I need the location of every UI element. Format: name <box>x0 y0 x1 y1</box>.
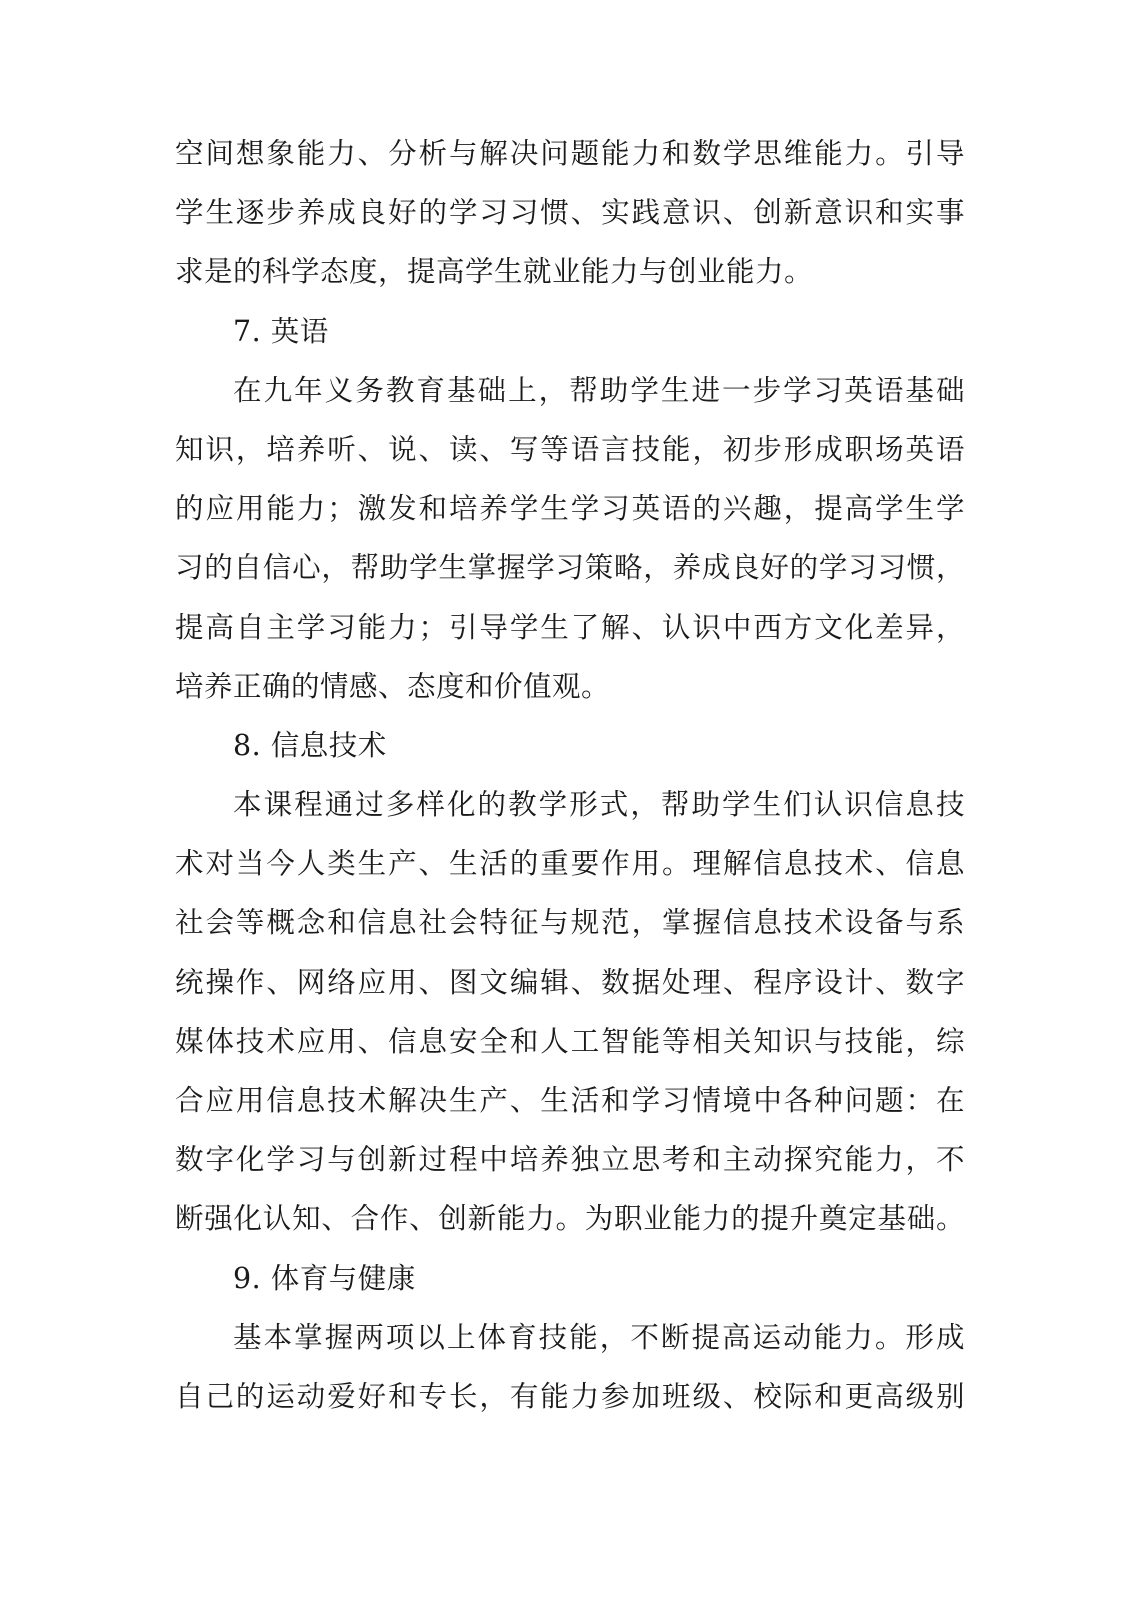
body-text-line: 在九年义务教育基础上，帮助学生进一步学习英语基础 <box>233 373 965 407</box>
body-text-line: 社会等概念和信息社会特征与规范，掌握信息技术设备与系 <box>175 906 965 940</box>
body-text-line: 术对当今人类生产、生活的重要作用。理解信息技术、信息 <box>175 847 965 881</box>
body-text-line: 提高自主学习能力；引导学生了解、认识中西方文化差异， <box>175 610 965 644</box>
section-heading-information-technology: 8. 信息技术 <box>233 728 387 762</box>
section-heading-english: 7. 英语 <box>233 314 329 348</box>
body-text-line: 习的自信心，帮助学生掌握学习策略，养成良好的学习习惯， <box>175 551 965 585</box>
document-page <box>175 124 965 1426</box>
body-text-line: 媒体技术应用、信息安全和人工智能等相关知识与技能，综 <box>175 1024 965 1058</box>
section-heading-pe-health: 9. 体育与健康 <box>233 1261 416 1295</box>
body-text-line: 学生逐步养成良好的学习习惯、实践意识、创新意识和实事 <box>175 196 965 230</box>
body-text-line: 断强化认知、合作、创新能力。为职业能力的提升奠定基础。 <box>175 1202 965 1236</box>
body-text-line: 培养正确的情感、态度和价值观。 <box>175 669 611 703</box>
body-text-line: 自己的运动爱好和专长，有能力参加班级、校际和更高级别 <box>175 1379 965 1413</box>
body-text-line: 的应用能力；激发和培养学生学习英语的兴趣，提高学生学 <box>175 492 965 526</box>
body-text-line: 本课程通过多样化的教学形式，帮助学生们认识信息技 <box>233 788 965 822</box>
body-text-line: 知识，培养听、说、读、写等语言技能，初步形成职场英语 <box>175 432 965 466</box>
body-text-line: 合应用信息技术解决生产、生活和学习情境中各种问题：在 <box>175 1084 965 1117</box>
body-text-line: 基本掌握两项以上体育技能，不断提高运动能力。形成 <box>233 1320 965 1354</box>
body-text-line: 空间想象能力、分析与解决问题能力和数学思维能力。引导 <box>175 137 965 170</box>
body-text-line: 数字化学习与创新过程中培养独立思考和主动探究能力，不 <box>175 1143 965 1177</box>
body-text-line: 求是的科学态度，提高学生就业能力与创业能力。 <box>175 255 814 289</box>
body-text-line: 统操作、网络应用、图文编辑、数据处理、程序设计、数字 <box>175 965 965 999</box>
